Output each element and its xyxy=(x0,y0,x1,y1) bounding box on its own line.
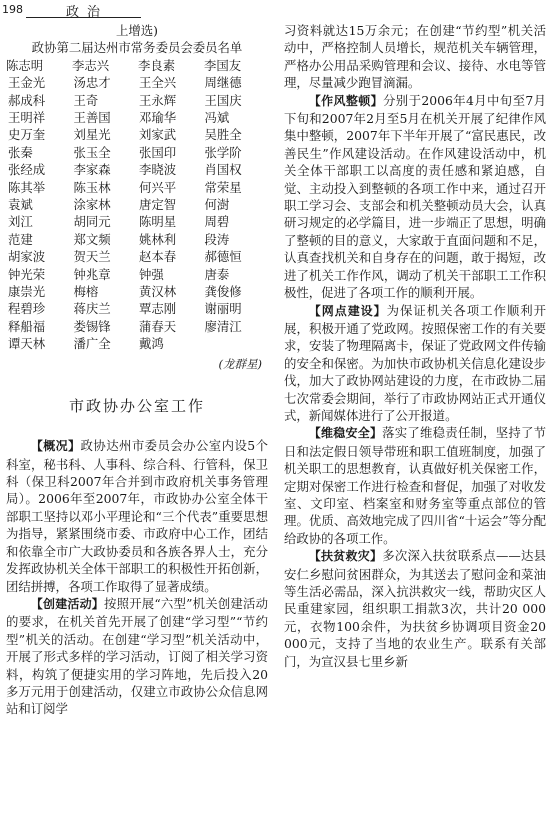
member-name: 钟光荣 xyxy=(8,266,46,282)
member-name: 李国友 xyxy=(204,57,242,73)
member-name: 唐定智 xyxy=(139,196,177,212)
member-name: 何澍 xyxy=(204,196,230,212)
member-list-title: 政协第二届达州市常务委员会委员名单 xyxy=(31,40,243,56)
paragraph-keyword: 【网点建设】 xyxy=(308,303,387,318)
member-name: 郑文频 xyxy=(73,231,111,247)
member-row xyxy=(6,196,268,213)
member-name: 娄锡锋 xyxy=(73,318,111,334)
member-name: 程碧珍 xyxy=(8,301,46,317)
member-name: 常荣星 xyxy=(204,179,242,195)
member-name: 邓瑜华 xyxy=(139,109,177,125)
member-name: 梅榕 xyxy=(73,283,99,299)
paragraph xyxy=(6,437,268,595)
member-name: 刘星光 xyxy=(73,127,111,143)
member-name: 覃志刚 xyxy=(139,301,177,317)
member-name: 何兴平 xyxy=(139,179,177,195)
member-row xyxy=(6,92,268,109)
member-row xyxy=(6,109,268,126)
paragraph xyxy=(284,302,546,425)
member-name: 张国印 xyxy=(139,144,177,160)
paragraph-text: 多次深入扶贫联系点——达县安仁乡慰问贫困群众，为其送去了慰问金和菜油等生活必需品，深入抗洪救灾一线，帮助灾区人民重建家园，组织职工捐款3次，共计20 000元，衣物100余件，为扶贫乡协调项目资金20 000元，支持了当地的农业生产。联系有关部门，为宣汉县七里乡新 xyxy=(284,548,546,669)
member-row xyxy=(6,161,268,178)
member-name: 刘江 xyxy=(8,214,33,230)
member-row xyxy=(6,248,268,265)
running-head: 政治 xyxy=(66,5,109,20)
member-name: 蒋庆兰 xyxy=(73,301,111,317)
left-column xyxy=(6,22,268,718)
member-name: 潘广全 xyxy=(73,336,111,352)
member-row xyxy=(6,126,268,143)
member-row xyxy=(6,231,268,248)
paragraph xyxy=(284,22,546,92)
member-name: 陈玉林 xyxy=(73,179,111,195)
member-name: 张经成 xyxy=(8,162,46,178)
member-row xyxy=(6,213,268,230)
member-row xyxy=(6,57,268,74)
page-number: 198 xyxy=(2,3,23,16)
paragraph-keyword: 【创建活动】 xyxy=(30,596,105,611)
paragraph-keyword: 【维稳安全】 xyxy=(308,426,383,441)
member-name: 蒲春天 xyxy=(139,318,177,334)
member-name: 姚林利 xyxy=(139,231,177,247)
paragraph-text: 习资料就达15万余元；在创建“节约型”机关活动中，严格控制人员增长，规范机关车辆管理，严格办公用品采购管理和会议、接待、水电等管理，尽量减少跑冒滴漏。 xyxy=(284,23,546,91)
member-name: 戴鸿 xyxy=(139,336,164,352)
member-name: 肖国权 xyxy=(204,162,242,178)
paragraph xyxy=(284,547,546,670)
member-name: 郝德恒 xyxy=(204,249,242,265)
member-name: 贺天兰 xyxy=(73,249,111,265)
paragraph xyxy=(284,424,546,547)
member-name xyxy=(203,335,269,352)
paragraph-text: 为保证机关各项工作顺利开展，积极开通了党政网。按照保密工作的有关要求，安装了物理隔离卡，保证了党政网文件传输的安全和保密。为加快市政协机关信息化建设步伐，加大了政协网站建设的力度，在市政协二届七次常委会期间，举行了市政协网站正式开通仪式，新闻媒体进行了公开报道。 xyxy=(284,302,546,423)
paragraph-text: 落实了维稳责任制，坚持了节日和法定假日领导带班和职工值班制度，加强了机关职工的思想教育，认真做好机关保密工作，定期对保密工作进行检查和督促，加强了对收发室、文印室、档案室和财务室等重点部位的管理。优质、高效地完成了四川省“十运会”等分配给政协的各项工作。 xyxy=(284,425,546,546)
member-name: 段涛 xyxy=(204,231,230,247)
member-name: 张秦 xyxy=(8,144,33,160)
member-name: 王永辉 xyxy=(139,92,177,108)
section-title: 市政协办公室工作 xyxy=(68,396,205,415)
paragraph xyxy=(6,595,268,718)
member-name-list xyxy=(6,57,268,353)
member-name: 史万奎 xyxy=(8,127,46,143)
member-name: 王奇 xyxy=(73,92,99,108)
member-row xyxy=(6,300,268,317)
member-name: 胡家波 xyxy=(8,249,46,265)
member-name: 李志兴 xyxy=(72,57,110,73)
member-name: 陈志明 xyxy=(6,57,44,73)
member-name: 冯斌 xyxy=(204,109,230,125)
member-row xyxy=(6,74,268,91)
member-name: 张玉全 xyxy=(73,144,111,160)
member-row xyxy=(6,283,268,300)
paragraph xyxy=(284,92,546,302)
member-name: 释船福 xyxy=(8,318,46,334)
left-paragraphs xyxy=(6,437,268,718)
member-row xyxy=(6,179,268,196)
member-name: 汤忠才 xyxy=(73,75,111,91)
intro-tail: 上增选) xyxy=(115,23,158,38)
paragraph-keyword: 【作风整顿】 xyxy=(308,93,384,108)
member-name: 涂家林 xyxy=(73,196,111,212)
paragraph-keyword: 【概况】 xyxy=(30,439,81,454)
member-name: 龚俊修 xyxy=(204,283,242,299)
member-name: 周继德 xyxy=(204,75,242,91)
member-name: 廖清江 xyxy=(204,318,242,334)
member-name: 王金光 xyxy=(8,75,46,91)
member-name: 王全兴 xyxy=(139,75,177,91)
paragraph-text: 按照开展“六型”机关创建活动的要求，在机关首先开展了创建“学习型”“节约型”机关的活动。在创建“学习型”机关活动中，开展了形式多样的学习活动，订阅了相关学习资料，构筑了便捷实用的学习阵地，先后投入20多万元用于创建活动，仅建立市政协公众信息网站和订阅学 xyxy=(6,595,268,717)
header-rule xyxy=(26,17,141,18)
member-name: 王国庆 xyxy=(204,92,242,108)
member-name: 陈其举 xyxy=(8,179,46,195)
member-name: 陈明星 xyxy=(139,214,177,230)
member-name: 谢丽明 xyxy=(204,301,242,317)
member-row xyxy=(6,266,268,283)
paragraph-text: 分别于2006年4月中旬至7月下旬和2007年2月至5月在机关开展了纪律作风集中整顿，2007年下半年开展了“富民惠民，改善民生”作风建设活动。在作风建设活动中，机关全体干部职工以高度的责任感和紧迫感，自觉、主动投入到整顿的各项工作中来，通过召开职工学习会、支部会和机关整顿动员大会，认真研习规定的必学篇目，进一步端正了思想，明确了整顿的目的意义，大家敢于直面问题和不足，认真查找机关和自身存在的问题，敢于揭短，改进了机关工作作风，调动了机关干部职工工作积极性，促进了各项工作的顺利开展。 xyxy=(284,92,546,301)
paragraph-keyword: 【扶贫救灾】 xyxy=(308,549,383,564)
member-row xyxy=(6,335,268,352)
member-name: 郝成科 xyxy=(8,92,46,108)
member-name: 李家森 xyxy=(73,162,111,178)
member-name: 胡同元 xyxy=(73,214,111,230)
page-header xyxy=(0,0,550,22)
member-name: 吴胜全 xyxy=(204,127,242,143)
member-row xyxy=(6,318,268,335)
member-name: 刘家武 xyxy=(139,127,177,143)
member-name: 张学阶 xyxy=(204,144,242,160)
member-name: 王善国 xyxy=(73,109,111,125)
right-column xyxy=(284,22,546,670)
member-name: 李良素 xyxy=(138,57,176,73)
member-name: 李晓波 xyxy=(139,162,177,178)
member-row xyxy=(6,144,268,161)
member-name: 周碧 xyxy=(204,214,230,230)
member-name: 钟强 xyxy=(139,266,164,282)
right-paragraphs xyxy=(284,22,546,670)
member-name: 赵本春 xyxy=(139,249,177,265)
author: (龙群星) xyxy=(218,357,262,372)
member-name: 唐泰 xyxy=(204,266,230,282)
member-name: 黄汉林 xyxy=(139,283,177,299)
member-name: 康崇光 xyxy=(8,283,46,299)
member-name: 袁斌 xyxy=(8,196,33,212)
member-name: 钟兆章 xyxy=(73,266,111,282)
member-name: 范建 xyxy=(8,231,33,247)
member-name: 王明祥 xyxy=(8,109,46,125)
member-name: 谭天林 xyxy=(8,336,46,352)
paragraph-text: 政协达州市委员会办公室内设5个科室，秘书科、人事科、综合科、行管科，保卫科（保卫科2007年合并到市政府机关事务管理局）。2006年至2007年，市政协办公室全体干部职工坚持以邓小平理论和“三个代表”重要思想为指导，紧紧围绕市委、市政府中心工作，团结和依靠全市广大政协委员和各族各界人士，充分发挥政协机关全体干部职工的积极性开拓创新，团结拼搏，各项工作取得了显著成绩。 xyxy=(6,438,268,594)
